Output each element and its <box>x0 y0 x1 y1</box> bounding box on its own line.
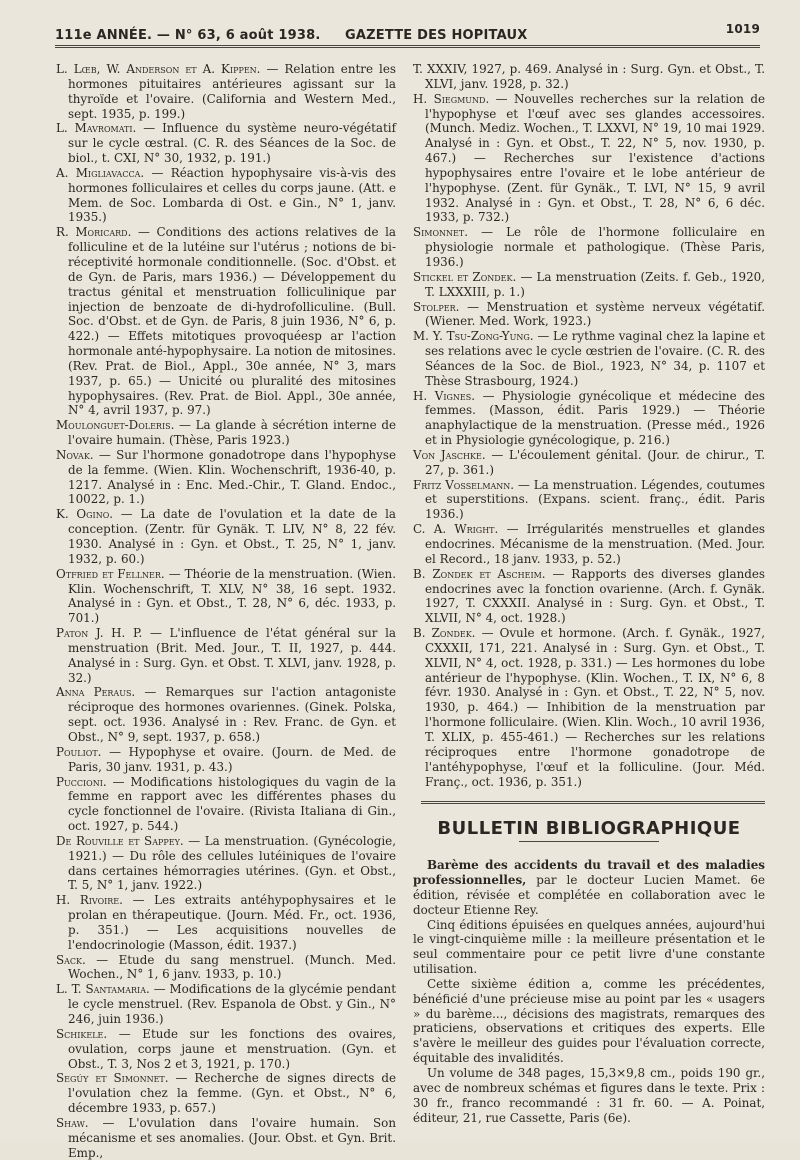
reference-entry <box>56 121 396 166</box>
paragraph-text: par le docteur Lucien Mamet. 6e édition, révisée et complétée en collaboration avec le docteur Etienne Rey. <box>413 873 765 917</box>
reference-entry <box>56 507 396 566</box>
reference-entry <box>413 329 765 388</box>
reference-author: K. Ogino. <box>56 507 114 522</box>
reference-author: Von Jaschke. <box>413 447 486 462</box>
page-number: 1019 <box>725 22 760 36</box>
reference-author: Segúy et Simonnet. <box>56 1071 169 1086</box>
reference-author: H. Rivoire. <box>56 893 123 908</box>
reference-text: — L'influence de l'état général sur la menstruation (Brit. Med. Jour., T. II, 1927, p. 444. Analysé in : Surg. Gyn. et Obst. T. XLVI, janv. 1928, p. 32.) <box>68 626 396 685</box>
reference-author: Fritz Vosselmann. <box>413 477 515 492</box>
book-title: Barème des accidents du travail et des maladies professionnelles, <box>413 858 765 888</box>
reference-text: — Rapports des diverses glandes endocrines avec la fonction ovarienne. (Arch. f. Gynäk. 1927, T. CXXXII. Analysé in : Surg. Gyn. et Obst., T. XLVII, N° 4, oct. 1928.) <box>425 566 765 626</box>
reference-entry <box>56 982 396 1027</box>
reference-text: — Relation entre les hormones pituitaires antérieures agissant sur la thyroïde et l'ovaire. (California and Western Med., sept. 1935, p. 199.) <box>68 62 396 121</box>
reference-entry <box>413 478 765 523</box>
reference-text: — Etude du sang menstruel. (Munch. Med. Wochen., N° 1, 6 janv. 1933, p. 10.) <box>68 952 396 982</box>
reference-text: — Physiologie gynécolique et médecine des femmes. (Masson, édit. Paris 1929.) — Théorie anaphylactique de la menstruation. (Presse méd., 1926 et in Physiologie gynécologique, p. 216.) <box>425 388 765 448</box>
reference-author: A. Migliavacca. <box>56 165 145 180</box>
bulletin-paragraph <box>413 858 765 917</box>
paragraph-text: Cette sixième édition a, comme les précédentes, bénéficié d'une précieuse mise au point par les « usagers » du barème..., décisions des magistrats, remarques des praticiens, observations et critiques des experts. Elle s'avère le meilleur des guides pour l'évaluation correcte, équitable des invalidités. <box>413 976 765 1066</box>
reference-text: — Sur l'hormone gonadotrope dans l'hypophyse de la femme. (Wien. Klin. Wochenschrift, 1936-40, p. 1217. Analysé in : Enc. Med.-Chir., T. Gland. Endoc., 10022, p. 1.) <box>68 447 396 507</box>
reference-entry <box>56 893 396 952</box>
reference-entry <box>56 418 396 448</box>
reference-text: — Réaction hypophysaire vis-à-vis des hormones folliculaires et celles du corps jaune. (Att. e Mem. de Soc. Lombarda di Ost. e Gin., N° 1, janv. 1935.) <box>68 165 396 225</box>
reference-author: Otfried et Fellner. <box>56 566 165 581</box>
reference-author: H. Siegmund. <box>413 91 490 106</box>
reference-text: — Influence du système neuro-végétatif sur le cycle œstral. (C. R. des Séances de la Soc. de biol., t. CXI, N° 30, 1932, p. 191.) <box>68 121 396 166</box>
reference-entry <box>413 300 765 330</box>
reference-author: Anna Peraus. <box>56 685 136 700</box>
bulletin-body <box>413 858 765 1125</box>
right-column <box>413 62 765 1125</box>
reference-entry <box>56 1116 396 1160</box>
reference-entry <box>56 953 396 983</box>
reference-author: De Rouville et Sappey. <box>56 833 184 848</box>
reference-author: Pouliot. <box>56 744 102 759</box>
reference-text: — Irrégularités menstruelles et glandes endocrines. Mécanisme de la menstruation. (Med. Jour. el Record., 18 janv. 1933, p. 52.) <box>425 522 765 566</box>
reference-author: Paton J. H. P. <box>56 626 143 641</box>
issue-info: 111e ANNÉE. — N° 63, 6 août 1938. <box>55 28 321 43</box>
reference-author: Simonnet. <box>413 225 469 240</box>
reference-author: Puccioni. <box>56 774 107 789</box>
reference-author: R. Moricard. <box>56 225 132 240</box>
reference-entry <box>56 166 396 225</box>
reference-entry <box>56 775 396 834</box>
reference-entry <box>56 1071 396 1116</box>
reference-author: B. Zondek et Ascheim. <box>413 566 546 581</box>
reference-entry <box>56 1027 396 1072</box>
reference-entry <box>56 685 396 744</box>
reference-author: Novak. <box>56 447 94 462</box>
reference-text: — Hypophyse et ovaire. (Journ. de Med. de Paris, 30 janv. 1931, p. 43.) <box>68 744 396 774</box>
reference-entry <box>56 626 396 685</box>
reference-author: C. A. Wright. <box>413 522 499 537</box>
reference-author: H. Vignes. <box>413 388 476 403</box>
reference-text: — La menstruation. (Gynécologie, 1921.) — Du rôle des cellules lutéiniques de l'ovaire dans certaines hémorragies utérines. (Gyn. et Obst., T. 5, N° 1, janv. 1922.) <box>68 833 396 893</box>
reference-entry <box>56 225 396 418</box>
reference-text: — Ovule et hormone. (Arch. f. Gynäk., 1927, CXXXII, 171, 221. Analysé in : Surg. Gyn. et Obst., T. XLVII, N° 4, oct. 1928, p. 331.) — Les hormones du lobe antérieur de l'hypophyse. (Klin. Wochen., T. IX, N° 6, 8 févr. 1930. Analysé in : Gyn. et Obst., T. 22, N° 5, nov. 1930, p. 464.) — Inhibition de la menstruation par l'hormone folliculaire. (Wien. Klin. Woch., 10 avril 1936, T. XLIX, p. 455-461.) — Recherches sur les relations réciproques entre l'hormone gonadotrope de l'antéhypophyse, l'œuf et la folliculine. (Jour. Méd. Franç., oct. 1936, p. 351.) <box>425 626 765 789</box>
reference-entry <box>413 626 765 789</box>
bulletin-paragraph <box>413 977 765 1066</box>
reference-text: — La menstruation. Légendes, coutumes et superstitions. (Expans. scient. franç., édit. Paris 1936.) <box>425 477 765 522</box>
reference-entry <box>413 389 765 448</box>
reference-entry <box>413 448 765 478</box>
page-header <box>55 22 770 46</box>
reference-entry <box>413 92 765 226</box>
reference-text: T. XXXIV, 1927, p. 469. Analysé in : Surg. Gyn. et Obst., T. XLVI, janv. 1928, p. 32.) <box>413 62 765 91</box>
reference-text: — L'ovulation dans l'ovaire humain. Son mécanisme et ses anomalies. (Jour. Obst. et Gyn. Brit. Emp., <box>68 1115 396 1160</box>
reference-entry <box>56 567 396 626</box>
reference-entry <box>56 745 396 775</box>
bulletin-title: BULLETIN BIBLIOGRAPHIQUE <box>437 818 741 840</box>
reference-text: — Conditions des actions relatives de la folliculine et de la lutéine sur l'utérus ; notions de bi-réceptivité hormonale conditionnelle. (Soc. d'Obst. et de Gyn. de Paris, mars 1936.) — Développement du tractus génital et menstruation folliculinique par injection de benzoate de di-hydrofolliculine. (Bull. Soc. d'Obst. et de Gyn. de Paris, 8 juin 1936, N° 6, p. 422.) — Effets mitotiques provoquéesp ar l'action hormonale anté-hypophysaire. La notion de mitosines. (Rev. Prat. de Biol., Appl., 30e année, N° 3, mars 1937, p. 65.) — Unicité ou pluralité des mitosines hypophysaires. (Rev. Prat. de Biol. Appl., 30e année, N° 4, avril 1937, p. 97.) <box>68 225 396 418</box>
reference-author: Schikele. <box>56 1026 108 1041</box>
reference-entry <box>413 62 765 92</box>
reference-entry <box>56 834 396 893</box>
reference-author: L. Lœb, W. Anderson et A. Kippen. <box>56 62 261 76</box>
reference-text: — Nouvelles recherches sur la relation de l'hypophyse et l'œuf avec ses glandes accessoires. (Munch. Mediz. Wochen., T. LXXVI, N° 19, 10 mai 1929. Analysé in : Gyn. et Obst., T. 22, N° 5, nov. 1930, p. 467.) — Recherches sur l'existence d'actions hypophysaires entre l'ovaire et le lobe antérieur de l'hypophyse. (Zent. für Gynäk., T. LVI, N° 15, 9 avril 1932. Analysé in : Gyn. et Obst., T. 28, N° 6, 6 déc. 1933, p. 732.) <box>425 91 765 225</box>
reference-text: — Le rôle de l'hormone folliculaire en physiologie normale et pathologique. (Thèse Paris, 1936.) <box>425 225 765 269</box>
reference-author: Stickel et Zondek. <box>413 269 517 284</box>
reference-author: L. T. Santamaria. <box>56 982 150 997</box>
paragraph-text: Cinq éditions épuisées en quelques années, aujourd'hui le vingt-cinquième mille : la meilleure présentation et le seul commentaire pour ce petit livre d'une constante utilisation. <box>413 917 765 977</box>
reference-text: — L'écoulement génital. (Jour. de chirur., T. 27, p. 361.) <box>425 447 765 477</box>
reference-entry <box>413 270 765 300</box>
reference-author: Sack. <box>56 952 86 967</box>
paragraph-text: Un volume de 348 pages, 15,3×9,8 cm., poids 190 gr., avec de nombreux schémas et figures dans le texte. Prix : 30 fr., franco recommandé : 31 fr. 60. — A. Poinat, éditeur, 21, rue Cassette, Paris (6e). <box>413 1066 765 1125</box>
reference-author: M. Y. Tsu-Zong-Yung. <box>413 329 534 344</box>
reference-entry <box>413 567 765 626</box>
title-underline <box>519 841 659 842</box>
reference-text: — Remarques sur l'action antagoniste réciproque des hormones ovariennes. (Ginek. Polska, sept. oct. 1936. Analysé in : Rev. Franc. de Gyn. et Obst., N° 9, sept. 1937, p. 658.) <box>68 685 396 744</box>
reference-entry <box>56 62 396 121</box>
reference-author: L. Mavromati. <box>56 121 137 136</box>
reference-author: Shaw. <box>56 1115 89 1130</box>
reference-entry <box>413 225 765 270</box>
reference-entry <box>56 448 396 507</box>
reference-text: — La date de l'ovulation et la date de la conception. (Zentr. für Gynäk. T. LIV, N° 8, 22 fév. 1930. Analysé in : Gyn. et Obst., T. 25, N° 1, janv. 1932, p. 60.) <box>68 507 396 566</box>
reference-author: B. Zondek. <box>413 626 476 641</box>
right-column-references <box>413 62 765 789</box>
left-column <box>56 62 396 1160</box>
reference-text: — Théorie de la menstruation. (Wien. Klin. Wochenschrift, T. XLV, N° 38, 16 sept. 1932. Analysé in : Gyn. et Obst., T. 28, N° 6, déc. 1933, p. 701.) <box>68 566 396 626</box>
section-divider <box>421 801 765 804</box>
reference-text: — Etude sur les fonctions des ovaires, ovulation, corps jaune et menstruation. (Gyn. et Obst., T. 3, Nos 2 et 3, 1921, p. 170.) <box>68 1026 396 1071</box>
reference-text: — La glande à sécrétion interne de l'ovaire humain. (Thèse, Paris 1923.) <box>68 418 396 448</box>
reference-text: — La menstruation (Zeits. f. Geb., 1920, T. LXXXIII, p. 1.) <box>425 269 765 299</box>
journal-title: GAZETTE DES HOPITAUX <box>345 28 528 43</box>
reference-text: — Les extraits antéhypophysaires et le prolan en thérapeutique. (Journ. Méd. Fr., oct. 1936, p. 351.) — Les acquisitions nouvelles de l'endocrinologie (Masson, édit. 1937.) <box>68 893 397 952</box>
reference-entry <box>413 522 765 567</box>
reference-author: Moulonguet-Doleris. <box>56 418 175 433</box>
reference-text: — Modifications histologiques du vagin de la femme en rapport avec les différentes phases du cycle fonctionnel de l'ovaire. (Rivista Italiana di Gin., oct. 1927, p. 544.) <box>68 774 396 834</box>
reference-text: — Modifications de la glycémie pendant le cycle menstruel. (Rev. Espanola de Obst. y Gin., N° 246, juin 1936.) <box>68 982 396 1026</box>
bulletin-paragraph <box>413 1066 765 1125</box>
reference-text: — Menstruation et système nerveux végétatif. (Wiener. Med. Work, 1923.) <box>425 299 765 329</box>
reference-text: — Recherche de signes directs de l'ovulation chez la femme. (Gyn. et Obst., N° 6, décembre 1933, p. 657.) <box>68 1071 396 1116</box>
reference-author: Stolper. <box>413 299 460 314</box>
header-rule <box>55 45 760 48</box>
bulletin-paragraph <box>413 918 765 977</box>
reference-text: — Le rythme vaginal chez la lapine et ses relations avec le cycle œstrien de l'ovaire. (C. R. des Séances de la Soc. de Biol., 1923, N° 34, p. 1107 et Thèse Strasbourg, 1924.) <box>425 329 766 388</box>
